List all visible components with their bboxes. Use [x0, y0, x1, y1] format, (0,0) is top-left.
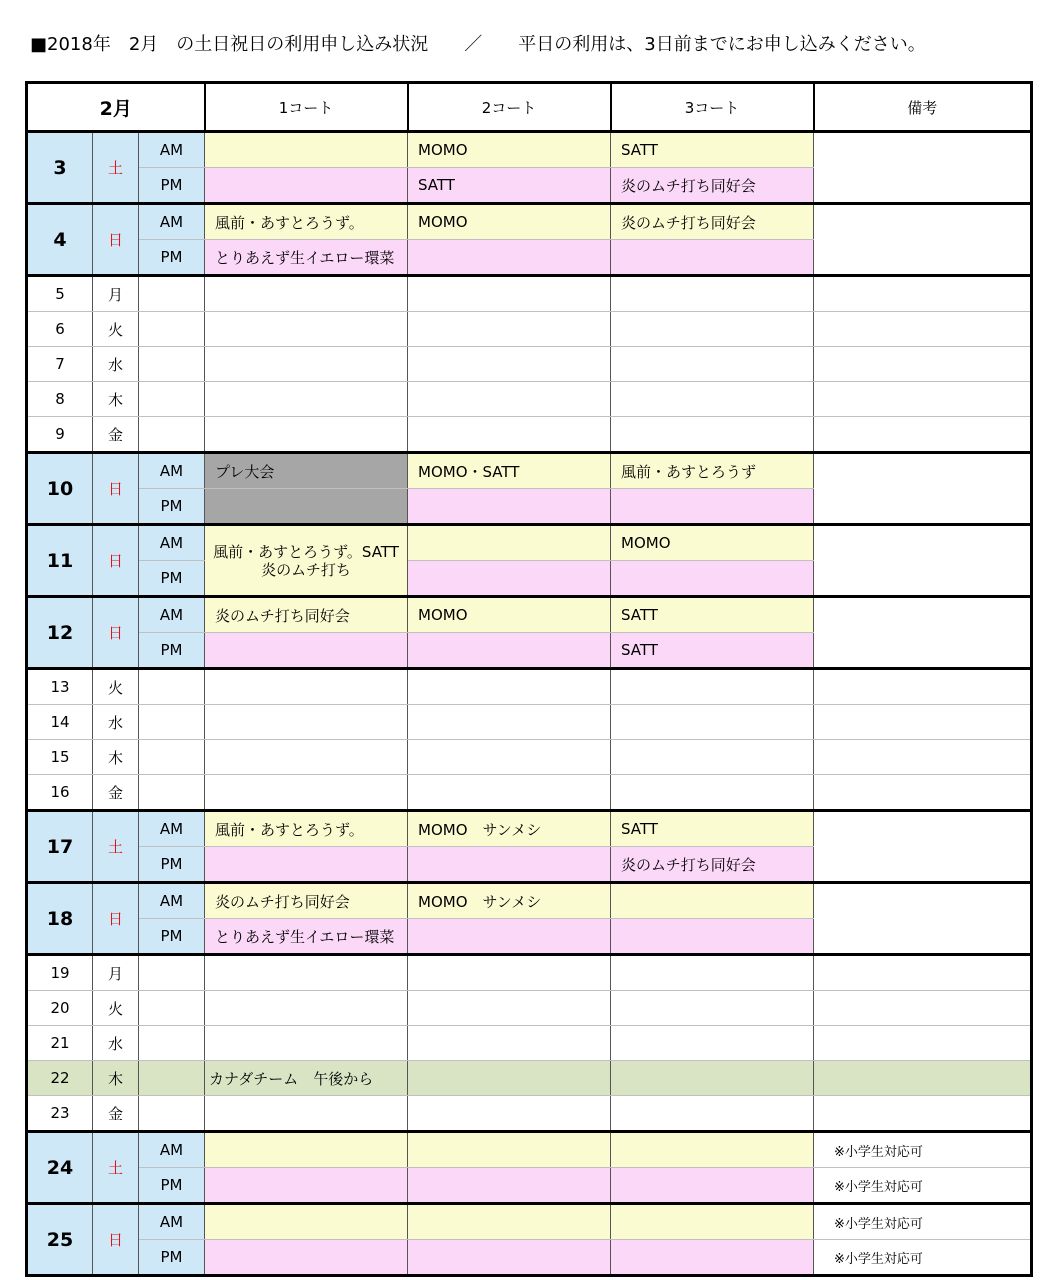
period-am: AM: [139, 1204, 205, 1240]
table-row: [27, 132, 1032, 168]
period-pm: PM: [139, 561, 205, 597]
cell-court2: SATT: [408, 168, 611, 204]
period-pm: PM: [139, 633, 205, 669]
weekday: 金: [93, 1096, 139, 1132]
cell-court2: [408, 240, 611, 276]
cell-court2: MOMO: [408, 204, 611, 240]
cell-court1: [205, 847, 408, 883]
cell-court2: MOMO・SATT: [408, 453, 611, 489]
weekday: 水: [93, 347, 139, 382]
cell-court1-merged: [205, 525, 408, 597]
period-pm: PM: [139, 1168, 205, 1204]
period-pm: PM: [139, 847, 205, 883]
cell-court3: 炎のムチ打ち同好会: [611, 847, 814, 883]
cell-court2: MOMO サンメシ: [408, 811, 611, 847]
period-am: AM: [139, 883, 205, 919]
cell-court3: SATT: [611, 597, 814, 633]
period-am: AM: [139, 525, 205, 561]
table-row: [27, 525, 1032, 561]
cell-court1: カナダチーム 午後から: [205, 1061, 408, 1096]
cell-court2: [408, 633, 611, 669]
day-number: 10: [27, 453, 93, 525]
period-am: AM: [139, 1132, 205, 1168]
cell-remarks: [814, 132, 1032, 204]
cell-court2: MOMO サンメシ: [408, 883, 611, 919]
period-pm: PM: [139, 919, 205, 955]
table-row: [27, 1026, 1032, 1061]
period-pm: PM: [139, 1240, 205, 1276]
period-am: AM: [139, 597, 205, 633]
day-number: 9: [27, 417, 93, 453]
cell-court3: 炎のムチ打ち同好会: [611, 168, 814, 204]
table-row: [27, 705, 1032, 740]
period-am: AM: [139, 453, 205, 489]
period-pm: PM: [139, 489, 205, 525]
cell-court1: 炎のムチ打ち同好会: [205, 883, 408, 919]
day-number: 23: [27, 1096, 93, 1132]
reservation-table: [25, 81, 1033, 1277]
table-row: [27, 597, 1032, 633]
table-row: [27, 276, 1032, 312]
weekday: 水: [93, 1026, 139, 1061]
cell-court3: [611, 240, 814, 276]
cell-court1: プレ大会: [205, 453, 408, 489]
header-court3: 3コート: [611, 83, 814, 132]
day-number: 20: [27, 991, 93, 1026]
cell-remarks: ※小学生対応可: [814, 1240, 1032, 1276]
cell-court3: [611, 883, 814, 919]
day-number: 16: [27, 775, 93, 811]
page-title: ■2018年 2月 の土日祝日の利用申し込み状況 ／ 平日の利用は、3日前までにお申し込みください。: [30, 34, 926, 55]
table-row: [27, 382, 1032, 417]
cell-line: 炎のムチ打ち: [261, 560, 351, 579]
table-row: [27, 347, 1032, 382]
header-court2: 2コート: [408, 83, 611, 132]
table-row: [27, 1168, 1032, 1204]
cell-court2: MOMO: [408, 132, 611, 168]
table-row: [27, 991, 1032, 1026]
day-number: 4: [27, 204, 93, 276]
cell-court1: [205, 132, 408, 168]
day-number: 14: [27, 705, 93, 740]
weekday: 金: [93, 417, 139, 453]
header-court1: 1コート: [205, 83, 408, 132]
weekday: 木: [93, 740, 139, 775]
weekday: 土: [93, 811, 139, 883]
cell-remarks: [814, 453, 1032, 525]
cell-court3: [611, 489, 814, 525]
day-number: 24: [27, 1132, 93, 1204]
cell-court3: SATT: [611, 132, 814, 168]
cell-remarks: ※小学生対応可: [814, 1132, 1032, 1168]
table-row: [27, 955, 1032, 991]
cell-remarks: [814, 597, 1032, 669]
weekday: 木: [93, 382, 139, 417]
cell-court1: 風前・あすとろうず。: [205, 811, 408, 847]
header-remarks: 備考: [814, 83, 1032, 132]
weekday: 水: [93, 705, 139, 740]
cell-remarks: ※小学生対応可: [814, 1204, 1032, 1240]
day-number: 25: [27, 1204, 93, 1276]
weekday: 金: [93, 775, 139, 811]
day-number: 15: [27, 740, 93, 775]
table-row: [27, 453, 1032, 489]
cell-court2: [408, 561, 611, 597]
day-number: 17: [27, 811, 93, 883]
header-row: [27, 83, 1032, 132]
weekday: 月: [93, 955, 139, 991]
cell-remarks: [814, 883, 1032, 955]
weekday: 日: [93, 1204, 139, 1276]
weekday: 土: [93, 132, 139, 204]
weekday: 火: [93, 669, 139, 705]
period-am: AM: [139, 132, 205, 168]
table-row: [27, 1204, 1032, 1240]
table-row: [27, 1240, 1032, 1276]
cell-court3: 風前・あすとろうず: [611, 453, 814, 489]
cell-court2: MOMO: [408, 597, 611, 633]
cell-line: 風前・あすとろうず。SATT: [213, 542, 399, 561]
cell-court1: 炎のムチ打ち同好会: [205, 597, 408, 633]
cell-court3: SATT: [611, 811, 814, 847]
cell-court1: とりあえず生イエロー環菜: [205, 240, 408, 276]
table-row: [27, 1132, 1032, 1168]
day-number: 6: [27, 312, 93, 347]
period-am: AM: [139, 811, 205, 847]
cell-court3: SATT: [611, 633, 814, 669]
day-number: 12: [27, 597, 93, 669]
weekday: 日: [93, 883, 139, 955]
day-number: 21: [27, 1026, 93, 1061]
cell-court1: [205, 633, 408, 669]
day-number: 19: [27, 955, 93, 991]
table-row: [27, 417, 1032, 453]
period-pm: PM: [139, 240, 205, 276]
cell-court1: [205, 168, 408, 204]
day-number: 3: [27, 132, 93, 204]
cell-court3: 炎のムチ打ち同好会: [611, 204, 814, 240]
table-row: [27, 1061, 1032, 1096]
cell-remarks: [814, 525, 1032, 597]
table-row: [27, 669, 1032, 705]
cell-court3: [611, 561, 814, 597]
cell-court2: [408, 847, 611, 883]
weekday: 土: [93, 1132, 139, 1204]
cell-court3: MOMO: [611, 525, 814, 561]
weekday: 火: [93, 312, 139, 347]
table-row: [27, 312, 1032, 347]
weekday: 日: [93, 525, 139, 597]
day-number: 7: [27, 347, 93, 382]
day-number: 22: [27, 1061, 93, 1096]
cell-court3: [611, 919, 814, 955]
cell-remarks: [814, 204, 1032, 276]
period-am: AM: [139, 204, 205, 240]
weekday: 火: [93, 991, 139, 1026]
table-row: [27, 775, 1032, 811]
cell-remarks: ※小学生対応可: [814, 1168, 1032, 1204]
cell-court1: 風前・あすとろうず。: [205, 204, 408, 240]
table-row: [27, 811, 1032, 847]
table-row: [27, 1096, 1032, 1132]
weekday: 日: [93, 597, 139, 669]
day-number: 13: [27, 669, 93, 705]
cell-remarks: [814, 811, 1032, 883]
cell-court1: [205, 489, 408, 525]
table-row: [27, 204, 1032, 240]
cell-court2: [408, 525, 611, 561]
day-number: 8: [27, 382, 93, 417]
day-number: 5: [27, 276, 93, 312]
table-row: [27, 740, 1032, 775]
day-number: 18: [27, 883, 93, 955]
weekday: 木: [93, 1061, 139, 1096]
cell-court2: [408, 489, 611, 525]
header-month: 2月: [27, 83, 205, 132]
weekday: 日: [93, 204, 139, 276]
period-pm: PM: [139, 168, 205, 204]
day-number: 11: [27, 525, 93, 597]
weekday: 月: [93, 276, 139, 312]
weekday: 日: [93, 453, 139, 525]
cell-court1: とりあえず生イエロー環菜: [205, 919, 408, 955]
table-row: [27, 883, 1032, 919]
cell-court2: [408, 919, 611, 955]
